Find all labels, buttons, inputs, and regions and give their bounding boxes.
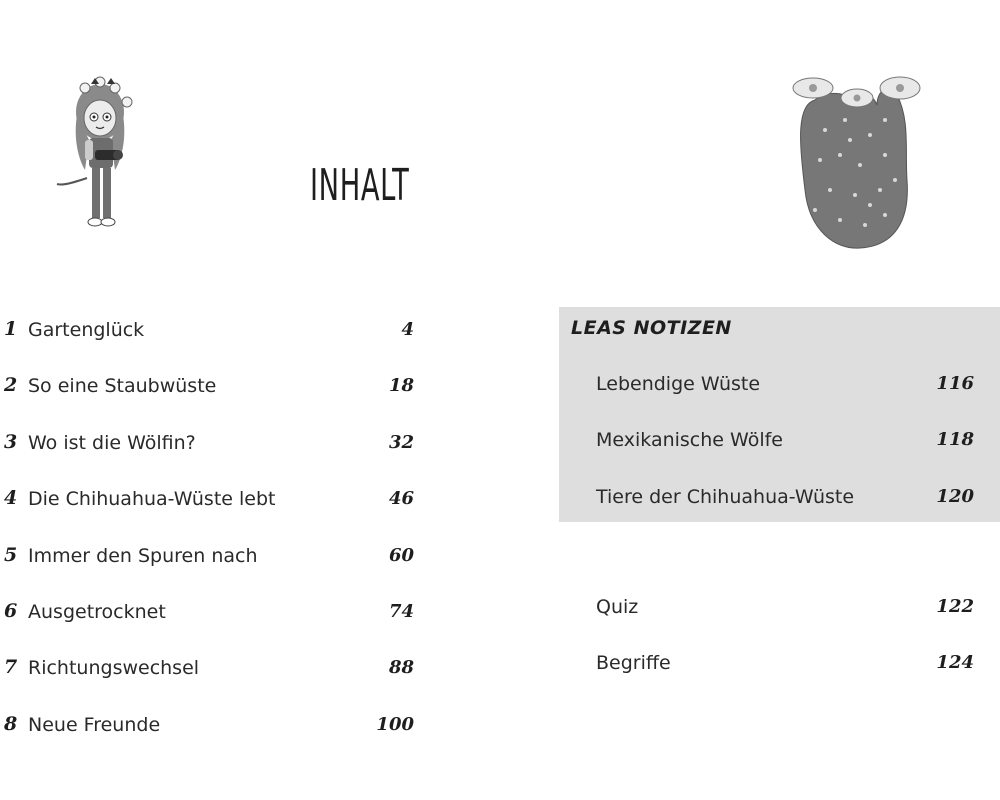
notes-row[interactable] — [559, 359, 1000, 415]
extras-row[interactable] — [559, 638, 1000, 694]
notes-list — [559, 359, 1000, 528]
girl-illustration — [55, 70, 145, 238]
chapter-title: Gartenglück — [28, 319, 145, 341]
chapter-title: So eine Staubwüste — [28, 375, 217, 398]
notes-page-number: 118 — [936, 429, 974, 451]
notes-title: Tiere der Chihuahua-Wüste — [596, 485, 855, 508]
chapter-row[interactable] — [0, 474, 420, 530]
extras-title: Quiz — [596, 596, 639, 618]
chapter-number: 1 — [4, 318, 18, 340]
chapter-number: 8 — [4, 712, 18, 735]
chapter-title: Immer den Spuren nach — [28, 544, 258, 567]
chapter-page-number: 4 — [401, 319, 414, 340]
chapter-row[interactable] — [0, 305, 420, 361]
extras-page-number: 122 — [936, 596, 974, 617]
page-title: INHALT — [310, 160, 410, 211]
chapter-number: 5 — [4, 543, 18, 566]
extras-row[interactable] — [559, 582, 1000, 638]
chapter-number: 7 — [4, 656, 18, 679]
cactus-illustration — [785, 60, 925, 255]
notes-heading: LEAS NOTIZEN — [571, 317, 732, 339]
chapter-title: Wo ist die Wölfin? — [28, 431, 196, 454]
notes-row[interactable] — [559, 472, 1000, 528]
chapter-title: Die Chihuahua-Wüste lebt — [28, 488, 276, 511]
chapter-page-number: 46 — [388, 488, 414, 510]
chapter-number: 4 — [4, 487, 18, 510]
chapter-page-number: 100 — [376, 713, 414, 735]
chapter-page-number: 18 — [388, 375, 414, 397]
notes-title: Mexikanische Wölfe — [596, 429, 783, 452]
chapter-row[interactable] — [0, 587, 420, 643]
chapter-number: 2 — [4, 374, 18, 397]
chapter-row[interactable] — [0, 418, 420, 474]
chapter-row[interactable] — [0, 531, 420, 587]
chapter-row[interactable] — [0, 643, 420, 699]
notes-title: Lebendige Wüste — [596, 373, 761, 395]
chapter-page-number: 74 — [388, 600, 414, 622]
extras-page-number: 124 — [936, 652, 974, 674]
chapter-row[interactable] — [0, 361, 420, 417]
chapter-title: Richtungswechsel — [28, 657, 200, 680]
chapter-page-number: 60 — [388, 544, 414, 566]
notes-page-number: 116 — [936, 373, 974, 394]
chapter-title: Ausgetrocknet — [28, 600, 166, 623]
chapter-row[interactable] — [0, 700, 420, 756]
chapter-number: 6 — [4, 599, 18, 622]
chapter-title: Neue Freunde — [28, 713, 161, 736]
chapter-list — [0, 305, 420, 756]
notes-page-number: 120 — [936, 485, 974, 507]
notes-box — [559, 307, 1000, 522]
extras-title: Begriffe — [596, 652, 671, 675]
chapter-number: 3 — [4, 430, 18, 453]
chapter-page-number: 88 — [388, 657, 414, 679]
chapter-page-number: 32 — [388, 431, 414, 453]
extras-list — [559, 582, 1000, 695]
notes-row[interactable] — [559, 415, 1000, 471]
